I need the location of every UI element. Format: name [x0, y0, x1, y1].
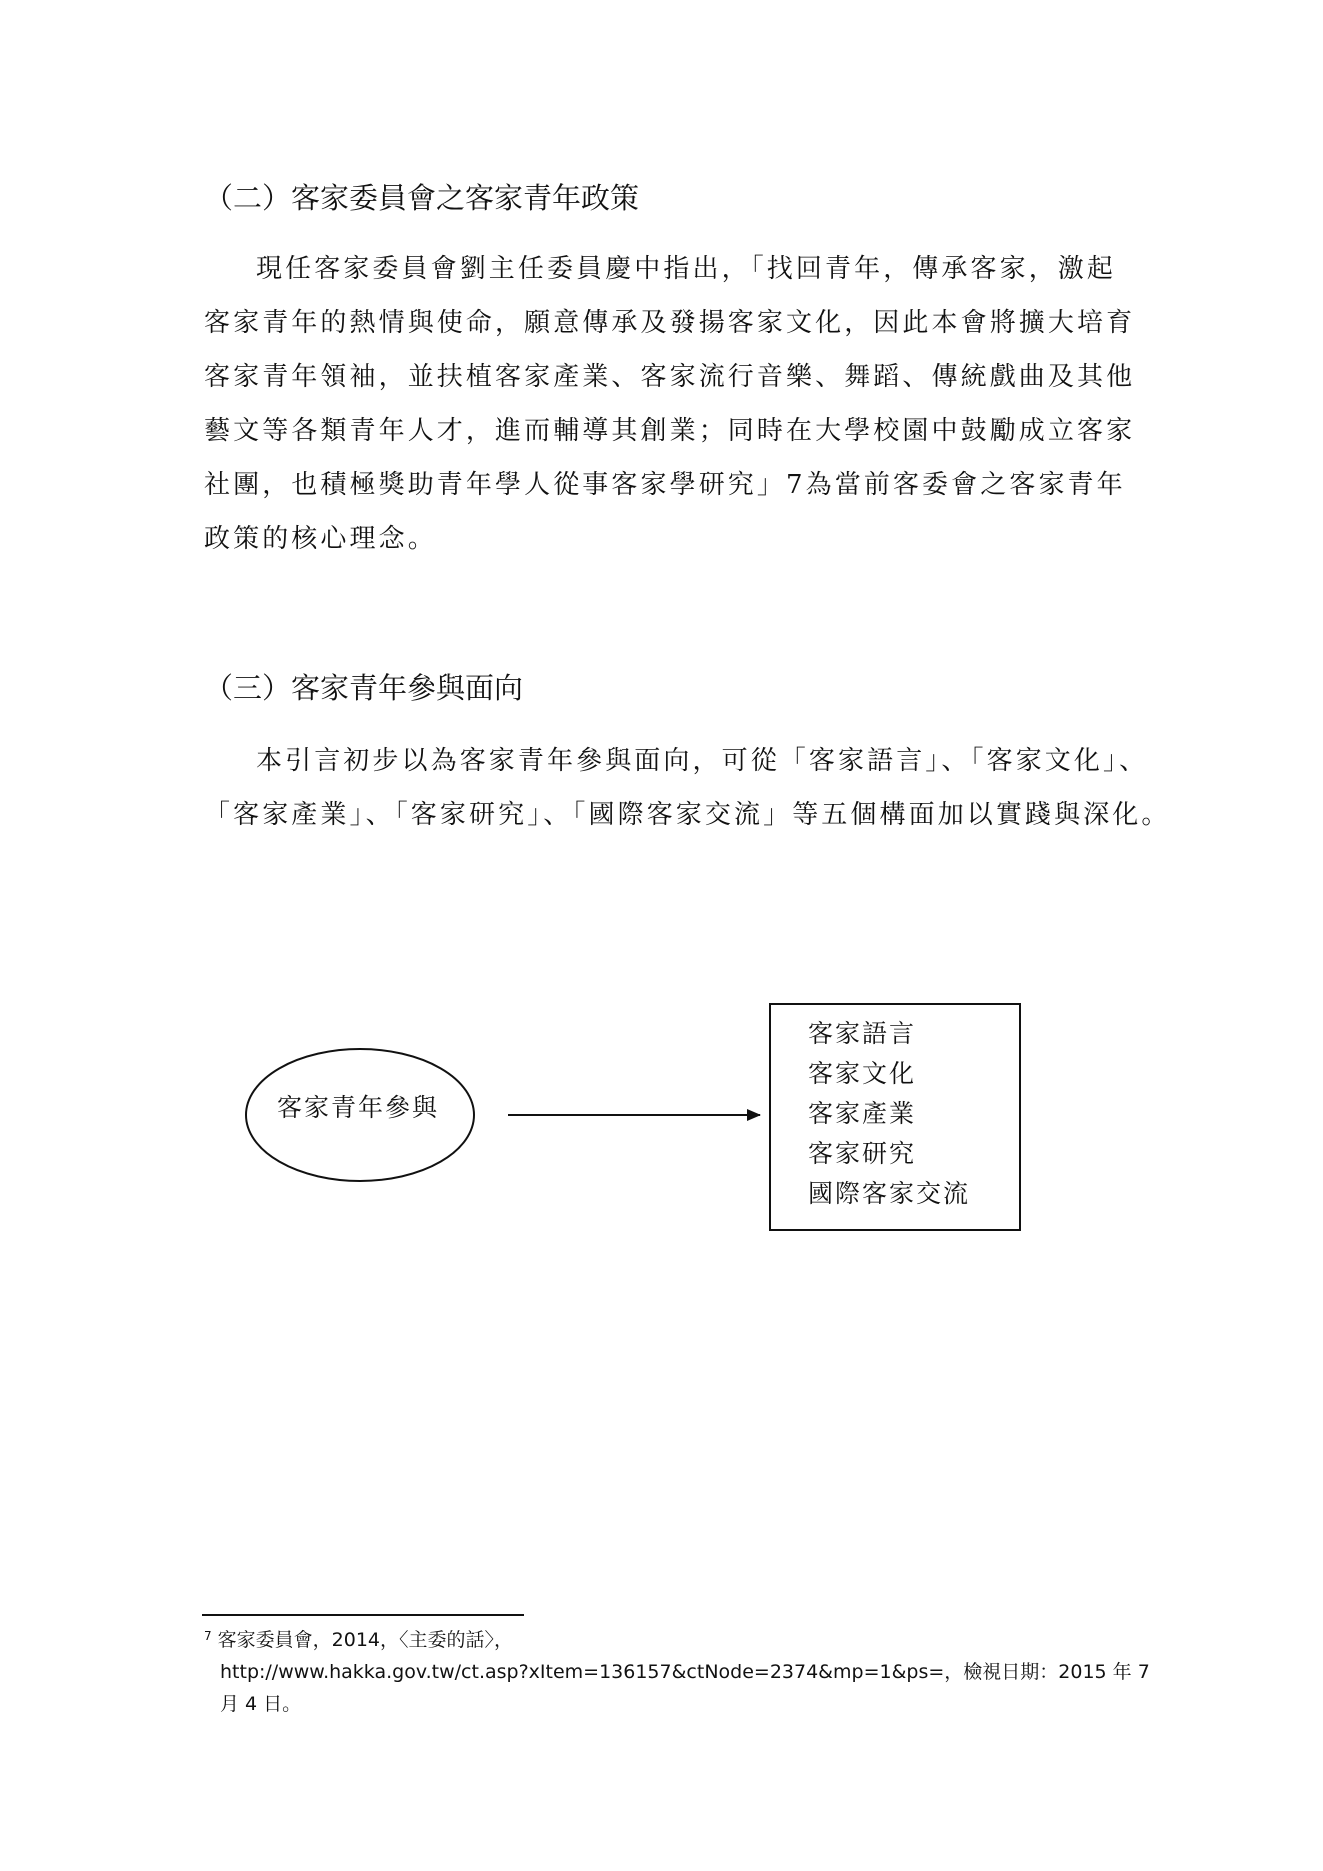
target-item: 客家文化	[808, 1059, 917, 1088]
footnote-marker: 7	[204, 1629, 212, 1643]
footnote	[204, 1624, 1150, 1720]
section-3-paragraph	[204, 734, 1171, 842]
target-list	[808, 1014, 970, 1214]
participation-diagram	[240, 1000, 1030, 1240]
target-item: 客家產業	[808, 1099, 917, 1128]
footnote-text: 客家委員會，2014，〈主委的話〉，	[217, 1629, 513, 1651]
target-item: 客家研究	[808, 1139, 917, 1168]
paragraph-line: 藝文等各類青年人才，進而輔導其創業；同時在大學校園中鼓勵成立客家	[204, 416, 1136, 446]
footnote-line: 月 4 日。	[220, 1693, 302, 1715]
footnote-divider	[202, 1614, 524, 1616]
footnote-line: http://www.hakka.gov.tw/ct.asp?xItem=136157&ctNode=2374&mp=1&ps=，檢視日期：2015 年 7	[220, 1661, 1150, 1683]
paragraph-line: 現任客家委員會劉主任委員慶中指出，「找回青年，傳承客家，激起	[256, 254, 1117, 284]
paragraph-line: 政策的核心理念。	[204, 524, 437, 554]
target-item: 客家語言	[808, 1019, 917, 1048]
paragraph-line: 本引言初步以為客家青年參與面向，可從「客家語言」、「客家文化」、	[256, 746, 1149, 776]
section-3-heading: （三）客家青年參與面向	[204, 671, 524, 705]
section-2-heading: （二）客家委員會之客家青年政策	[204, 181, 640, 215]
source-label: 客家青年參與	[276, 1093, 439, 1122]
paragraph-line: 客家青年的熱情與使命，願意傳承及發揚客家文化，因此本會將擴大培育	[204, 308, 1136, 338]
paragraph-line: 「客家產業」、「客家研究」、「國際客家交流」等五個構面加以實踐與深化。	[204, 800, 1171, 830]
section-2-paragraph	[204, 242, 1134, 566]
paragraph-line: 社團，也積極獎助青年學人從事客家學研究」7為當前客委會之客家青年	[204, 470, 1126, 500]
paragraph-line: 客家青年領袖，並扶植客家產業、客家流行音樂、舞蹈、傳統戲曲及其他	[204, 362, 1136, 392]
target-item: 國際客家交流	[808, 1179, 971, 1208]
footnote-line	[204, 1624, 1134, 1656]
